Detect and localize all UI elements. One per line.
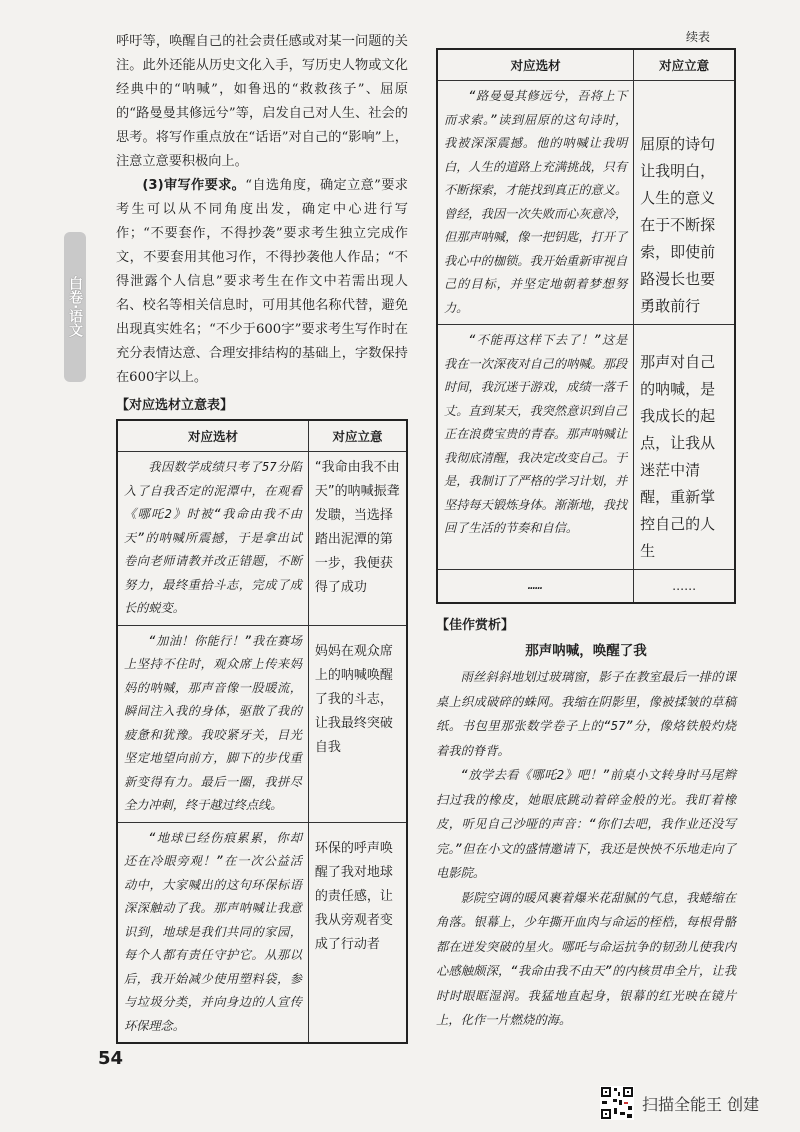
table-row bbox=[437, 81, 735, 325]
idea-cell: “我命由我不由天”的呐喊振聋发聩，当选择踏出泥潭的第一步，我便获得了成功 bbox=[308, 452, 407, 626]
table-header-material: 对应选材 bbox=[437, 49, 634, 81]
subject-side-tab: 白卷·语文 bbox=[64, 232, 86, 382]
essay-title: 那声呐喊，唤醒了我 bbox=[525, 643, 647, 659]
requirements-paragraph bbox=[116, 174, 408, 390]
material-cell: …… bbox=[437, 570, 634, 604]
right-column bbox=[436, 48, 736, 1033]
idea-cell: …… bbox=[634, 570, 735, 604]
page-number: 54 bbox=[98, 1048, 124, 1069]
table-label: 【对应选材立意表】 bbox=[116, 398, 234, 413]
continued-label: 续表 bbox=[686, 30, 711, 44]
material-cell: “地球已经伤痕累累，你却还在冷眼旁观！”在一次公益活动中，大家喊出的这句环保标语深深触动了我。那声呐喊让我意识到，地球是我们共同的家园，每个人都有责任守护它。从那以后，我开始减少使用塑料袋，参与垃圾分类，并向身边的人宣传环保理念。 bbox=[117, 822, 308, 1043]
material-cell: “不能再这样下去了！”这是我在一次深夜对自己的呐喊。那段时间，我沉迷于游戏，成绩一落千丈。直到某天，我突然意识到自己正在浪费宝贵的青春。那声呐喊让我彻底清醒，我决定改变自己。于是，我制订了严格的学习计划，并坚持每天锻炼身体。渐渐地，我找回了生活的节奏和自信。 bbox=[437, 325, 634, 570]
material-cell: “路曼曼其修远兮，吾将上下而求索。”读到屈原的这句诗时，我被深深震撼。他的呐喊让我明白，人生的道路上充满挑战，只有不断探索，才能找到真正的意义。曾经，我因一次失败而心灰意冷，但那声呐喊，像一把钥匙，打开了我心中的枷锁。我开始重新审视自己的目标，并坚定地朝着梦想努力。 bbox=[437, 81, 634, 325]
essay-paragraph: 影院空调的暖风裹着爆米花甜腻的气息，我蜷缩在角落。银幕上，少年撕开血肉与命运的桎梏，每根骨骼都在迸发突破的星火。哪吒与命运抗争的韧劲儿使我内心感触颇深，“我命由我不由天”的内核贯串全片，让我时时眼眶湿润。我猛地直起身，银幕的红光映在镜片上，化作一片燃烧的海。 bbox=[436, 890, 736, 1027]
idea-cell: 环保的呼声唤醒了我对地球的责任感，让我从旁观者变成了行动者 bbox=[308, 822, 407, 1043]
essay-body bbox=[436, 665, 736, 1033]
material-table-continued bbox=[436, 48, 736, 604]
scanner-watermark bbox=[600, 1086, 759, 1120]
material-cell: 我因数学成绩只考了57分陷入了自我否定的泥潭中，在观看《哪吒2》时被“我命由我不由天”的呐喊所震撼，于是拿出试卷向老师请教并改正错题，不断努力，最终重拾斗志，完成了成长的蜕变。 bbox=[117, 452, 308, 626]
requirements-text: “自选角度，确定立意”要求考生可以从不同角度出发，确定中心进行写作；“不要套作，不得抄袭”要求考生独立完成作文，不要套用其他习作，不得抄袭他人作品；“不得泄露个人信息”要求考生在作文中若需出现人名、校名等相关信息时，可用其他名称代替，避免出现真实姓名；“不少于600字”要求考生写作时在充分表情达意、合理安排结构的基础上，字数保持在600字以上。 bbox=[116, 178, 408, 385]
idea-cell: 屈原的诗句让我明白，人生的意义在于不断探索，即使前路漫长也要勇敢前行 bbox=[634, 81, 735, 325]
left-column bbox=[116, 30, 408, 1044]
material-cell: “加油！你能行！”我在赛场上坚持不住时，观众席上传来妈妈的呐喊，那声音像一股暖流，瞬间注入我的身体，驱散了我的疲惫和犹豫。我咬紧牙关，目光坚定地望向前方，脚下的步伐重新变得有力。最后一圈，我拼尽全力冲刺，终于越过终点线。 bbox=[117, 625, 308, 822]
appreciation-label: 【佳作赏析】 bbox=[436, 618, 515, 633]
idea-cell: 妈妈在观众席上的呐喊唤醒了我的斗志，让我最终突破自我 bbox=[308, 625, 407, 822]
requirements-heading: (3)审写作要求。 bbox=[142, 178, 246, 193]
essay-paragraph: “放学去看《哪吒2》吧！”前桌小文转身时马尾辫扫过我的橡皮，她眼底跳动着碎金般的光。我盯着橡皮，听见自己沙哑的声音：“你们去吧，我作业还没写完。”但在小文的盛情邀请下，我还是怏怏不乐地走向了电影院。 bbox=[436, 768, 736, 880]
table-row bbox=[117, 822, 407, 1043]
table-header-idea: 对应立意 bbox=[634, 49, 735, 81]
table-row bbox=[437, 570, 735, 604]
material-table bbox=[116, 419, 408, 1044]
idea-cell: 那声对自己的呐喊，是我成长的起点，让我从迷茫中清醒，重新掌控自己的人生 bbox=[634, 325, 735, 570]
table-row bbox=[117, 625, 407, 822]
table-header-idea: 对应立意 bbox=[308, 420, 407, 452]
qr-code-icon bbox=[600, 1086, 634, 1120]
watermark-text: 扫描全能王 创建 bbox=[642, 1094, 760, 1114]
table-row bbox=[117, 452, 407, 626]
essay-paragraph: 雨丝斜斜地划过玻璃窗，影子在教室最后一排的课桌上织成破碎的蛛网。我缩在阴影里，像被揉皱的草稿纸。书包里那张数学卷子上的“57”分，像烙铁般灼烧着我的脊背。 bbox=[436, 670, 736, 758]
table-row bbox=[437, 325, 735, 570]
intro-paragraph: 呼吁等，唤醒自己的社会责任感或对某一问题的关注。此外还能从历史文化入手，写历史人物或文化经典中的“呐喊”，如鲁迅的“救救孩子”、屈原的“路曼曼其修远兮”等，启发自己对人生、社会的思考。将写作重点放在“话语”对自己的“影响”上，注意立意要积极向上。 bbox=[116, 34, 408, 169]
table-header-material: 对应选材 bbox=[117, 420, 308, 452]
